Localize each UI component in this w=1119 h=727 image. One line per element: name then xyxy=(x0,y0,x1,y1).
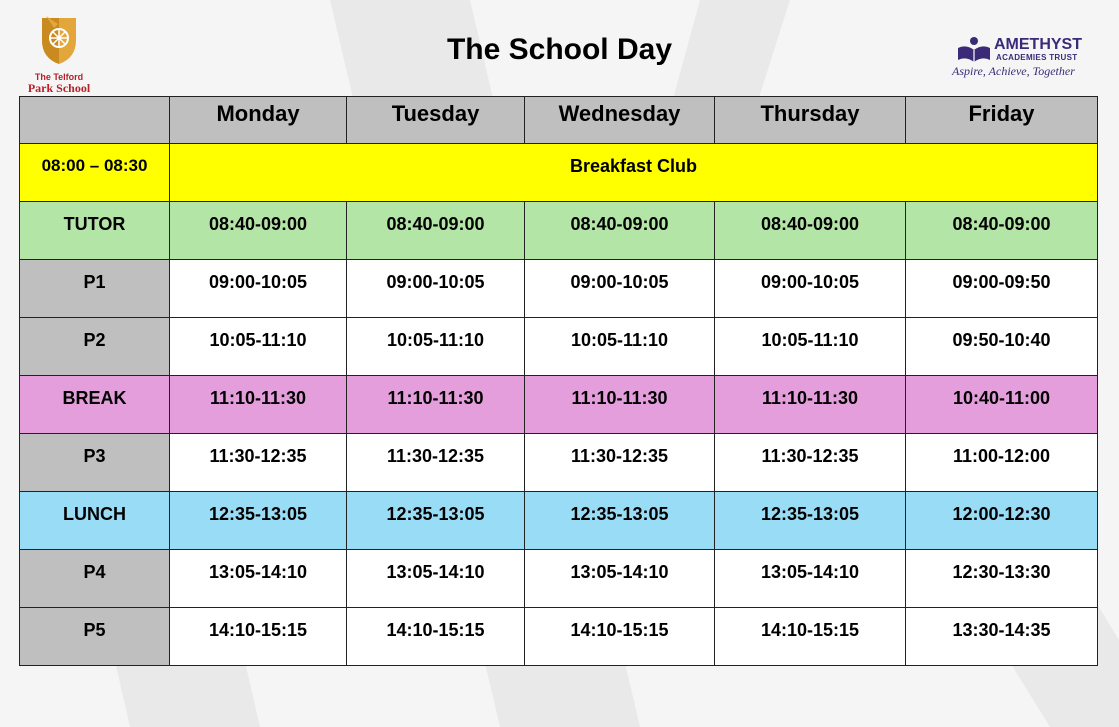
day-header: Friday xyxy=(906,97,1098,144)
time-cell: 12:35-13:05 xyxy=(525,492,715,550)
time-cell: 08:40-09:00 xyxy=(715,202,906,260)
day-header: Thursday xyxy=(715,97,906,144)
time-cell: 11:30-12:35 xyxy=(347,434,525,492)
time-cell: 12:35-13:05 xyxy=(715,492,906,550)
period-label: LUNCH xyxy=(20,492,170,550)
header-row xyxy=(20,97,1098,144)
table-row xyxy=(20,608,1098,666)
time-cell: 09:00-10:05 xyxy=(525,260,715,318)
time-cell: 14:10-15:15 xyxy=(347,608,525,666)
breakfast-time: 08:00 – 08:30 xyxy=(20,144,170,202)
table-row xyxy=(20,434,1098,492)
time-cell: 14:10-15:15 xyxy=(170,608,347,666)
time-cell: 10:05-11:10 xyxy=(170,318,347,376)
time-cell: 08:40-09:00 xyxy=(347,202,525,260)
period-label: P4 xyxy=(20,550,170,608)
time-cell: 09:00-10:05 xyxy=(170,260,347,318)
time-cell: 11:30-12:35 xyxy=(525,434,715,492)
corner-cell xyxy=(20,97,170,144)
time-cell: 12:30-13:30 xyxy=(906,550,1098,608)
time-cell: 10:05-11:10 xyxy=(525,318,715,376)
table-row xyxy=(20,260,1098,318)
breakfast-club-cell: Breakfast Club xyxy=(170,144,1098,202)
table-row xyxy=(20,492,1098,550)
table-row xyxy=(20,202,1098,260)
day-header: Tuesday xyxy=(347,97,525,144)
trust-name: AMETHYST xyxy=(994,36,1082,53)
trust-subtitle: ACADEMIES TRUST xyxy=(996,53,1078,62)
period-label: P1 xyxy=(20,260,170,318)
time-cell: 14:10-15:15 xyxy=(525,608,715,666)
time-cell: 12:35-13:05 xyxy=(170,492,347,550)
school-name-line1: The Telford xyxy=(34,72,84,82)
time-cell: 11:10-11:30 xyxy=(170,376,347,434)
time-cell: 08:40-09:00 xyxy=(525,202,715,260)
time-cell: 10:40-11:00 xyxy=(906,376,1098,434)
time-cell: 13:05-14:10 xyxy=(347,550,525,608)
time-cell: 08:40-09:00 xyxy=(906,202,1098,260)
period-label: TUTOR xyxy=(20,202,170,260)
time-cell: 11:00-12:00 xyxy=(906,434,1098,492)
time-cell: 09:50-10:40 xyxy=(906,318,1098,376)
time-cell: 10:05-11:10 xyxy=(715,318,906,376)
breakfast-row xyxy=(20,144,1098,202)
day-header: Monday xyxy=(170,97,347,144)
school-name-line2: Park School xyxy=(27,81,91,95)
book-icon xyxy=(954,36,994,64)
time-cell: 11:30-12:35 xyxy=(170,434,347,492)
time-cell: 09:00-09:50 xyxy=(906,260,1098,318)
time-cell: 09:00-10:05 xyxy=(715,260,906,318)
time-cell: 13:05-14:10 xyxy=(170,550,347,608)
table-row xyxy=(20,318,1098,376)
time-cell: 11:10-11:30 xyxy=(347,376,525,434)
trust-logo xyxy=(952,36,1092,84)
time-cell: 10:05-11:10 xyxy=(347,318,525,376)
time-cell: 13:05-14:10 xyxy=(715,550,906,608)
time-cell: 13:30-14:35 xyxy=(906,608,1098,666)
period-label: P3 xyxy=(20,434,170,492)
time-cell: 11:30-12:35 xyxy=(715,434,906,492)
trust-tagline: Aspire, Achieve, Together xyxy=(952,64,1075,78)
timetable xyxy=(19,96,1098,666)
day-header: Wednesday xyxy=(525,97,715,144)
period-label: BREAK xyxy=(20,376,170,434)
time-cell: 08:40-09:00 xyxy=(170,202,347,260)
time-cell: 12:35-13:05 xyxy=(347,492,525,550)
period-label: P2 xyxy=(20,318,170,376)
time-cell: 12:00-12:30 xyxy=(906,492,1098,550)
time-cell: 11:10-11:30 xyxy=(525,376,715,434)
time-cell: 11:10-11:30 xyxy=(715,376,906,434)
time-cell: 14:10-15:15 xyxy=(715,608,906,666)
table-row xyxy=(20,376,1098,434)
time-cell: 09:00-10:05 xyxy=(347,260,525,318)
table-row xyxy=(20,550,1098,608)
period-label: P5 xyxy=(20,608,170,666)
page-title: The School Day xyxy=(446,33,673,66)
time-cell: 13:05-14:10 xyxy=(525,550,715,608)
